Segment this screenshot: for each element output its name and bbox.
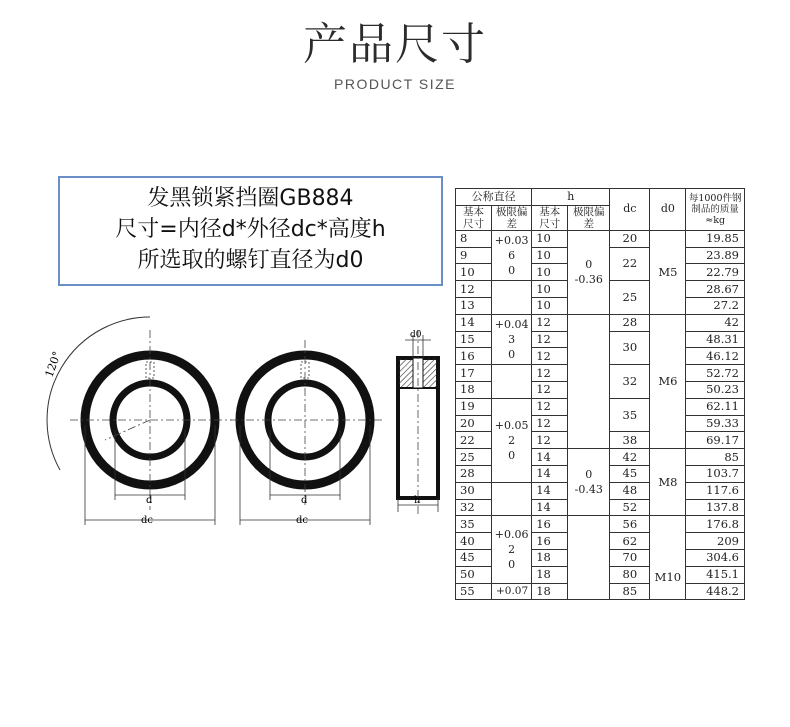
table-row [456,314,745,331]
cell-dc: 56 [610,516,650,533]
info-line-3: 所选取的螺钉直径为d0 [137,248,364,273]
cell-d: 16 [456,348,492,365]
cell-h: 10 [532,230,568,247]
d-label-2: d [301,495,308,506]
cell-d0: M6 [650,314,686,448]
table-row [456,516,745,533]
cell-d-tolerance: +0.07 [491,583,531,600]
header-nominal-diameter: 公称直径 [456,189,532,206]
cell-weight: 209 [686,533,745,550]
cell-d: 18 [456,381,492,398]
cell-d: 14 [456,314,492,331]
cell-h: 12 [532,348,568,365]
cell-d: 32 [456,499,492,516]
cell-h: 18 [532,583,568,600]
cell-h: 14 [532,465,568,482]
cell-d-tolerance: +0.05 2 0 [491,398,531,482]
cell-d0: M10 [650,516,686,600]
info-line-2: 尺寸=内径d*外径dc*高度h [115,217,386,242]
cell-h: 12 [532,314,568,331]
cell-h-tolerance-blank [568,516,610,600]
cell-d: 30 [456,482,492,499]
cell-weight: 27.2 [686,297,745,314]
cell-h-tolerance: 0 -0.36 [568,230,610,314]
cell-d0: M5 [650,230,686,314]
header-basic-size: 基本尺寸 [456,205,492,230]
cell-weight: 137.8 [686,499,745,516]
cell-weight: 415.1 [686,566,745,583]
cell-dc: 32 [610,365,650,399]
cell-dc: 45 [610,465,650,482]
cell-weight: 23.89 [686,247,745,264]
cell-weight: 19.85 [686,230,745,247]
cell-d: 9 [456,247,492,264]
h-label: h [414,495,421,506]
cell-dc: 52 [610,499,650,516]
cell-weight: 22.79 [686,264,745,281]
cell-d: 20 [456,415,492,432]
cell-weight: 448.2 [686,583,745,600]
cell-d: 55 [456,583,492,600]
cell-h: 10 [532,297,568,314]
cell-d-tolerance: +0.06 2 0 [491,516,531,583]
cell-d: 17 [456,365,492,382]
cell-d-tolerance-blank [491,281,531,315]
cell-d0: M8 [650,449,686,516]
cell-d: 50 [456,566,492,583]
cell-weight: 42 [686,314,745,331]
cell-dc: 30 [610,331,650,365]
cell-h: 10 [532,281,568,298]
cell-dc: 20 [610,230,650,247]
header-h: h [532,189,610,206]
cell-dc: 70 [610,549,650,566]
cell-weight: 69.17 [686,432,745,449]
d-label: d [146,495,153,506]
cell-weight: 176.8 [686,516,745,533]
size-table-container [455,188,745,600]
cell-d-tolerance: +0.03 6 0 [491,230,531,280]
cell-h: 16 [532,533,568,550]
cell-h-tolerance: 0 -0.43 [568,449,610,516]
cell-d: 28 [456,465,492,482]
cell-dc: 25 [610,281,650,315]
ring-side-view [398,330,438,515]
cell-dc: 80 [610,566,650,583]
cell-h: 14 [532,499,568,516]
size-table [455,188,745,600]
cell-d-tolerance: +0.04 3 0 [491,314,531,364]
cell-h: 10 [532,247,568,264]
cell-dc: 62 [610,533,650,550]
cell-d: 15 [456,331,492,348]
cell-h: 14 [532,482,568,499]
page-subtitle: PRODUCT SIZE [334,76,456,92]
cell-d: 25 [456,449,492,466]
cell-weight: 85 [686,449,745,466]
cell-h: 12 [532,365,568,382]
cell-weight: 28.67 [686,281,745,298]
cell-h: 12 [532,331,568,348]
cell-dc: 22 [610,247,650,281]
ring-front-view-left [43,317,232,526]
cell-weight: 50.23 [686,381,745,398]
cell-h: 14 [532,449,568,466]
cell-d: 22 [456,432,492,449]
cell-h: 12 [532,415,568,432]
table-row [456,230,745,247]
header-dc: dc [610,189,650,231]
header-d0: d0 [650,189,686,231]
product-info-box [58,176,443,286]
header-limit-deviation: 极限偏差 [491,205,531,230]
ring-front-view-right [230,340,385,526]
cell-dc: 85 [610,583,650,600]
cell-weight: 62.11 [686,398,745,415]
header-weight: 每1000件钢制品的质量 ≈kg [686,189,745,231]
cell-weight: 304.6 [686,549,745,566]
info-line-1: 发黑锁紧挡圈GB884 [147,186,354,211]
cell-d: 8 [456,230,492,247]
cell-weight: 46.12 [686,348,745,365]
dc-label-2: dc [296,515,309,526]
cell-h: 18 [532,549,568,566]
header-h-basic-size: 基本尺寸 [532,205,568,230]
cell-h: 12 [532,398,568,415]
cell-d: 35 [456,516,492,533]
angle-label: 120° [42,349,64,380]
cell-d-tolerance-blank [491,365,531,399]
cell-dc: 38 [610,432,650,449]
cell-d: 10 [456,264,492,281]
d0-label: d0 [410,330,422,340]
cell-weight: 103.7 [686,465,745,482]
cell-h: 12 [532,381,568,398]
cell-weight: 117.6 [686,482,745,499]
cell-dc: 42 [610,449,650,466]
cell-d: 19 [456,398,492,415]
cell-weight: 48.31 [686,331,745,348]
cell-h: 10 [532,264,568,281]
header-h-limit-deviation: 极限偏差 [568,205,610,230]
page-title: 产品尺寸 [303,19,487,70]
cell-h: 16 [532,516,568,533]
cell-h: 12 [532,432,568,449]
cell-weight: 52.72 [686,365,745,382]
cell-h-tolerance-blank [568,314,610,448]
cell-d-tolerance-blank [491,482,531,516]
technical-drawing [0,290,455,540]
cell-d: 40 [456,533,492,550]
cell-dc: 48 [610,482,650,499]
cell-dc: 35 [610,398,650,432]
cell-d: 13 [456,297,492,314]
cell-d: 45 [456,549,492,566]
cell-dc: 28 [610,314,650,331]
cell-weight: 59.33 [686,415,745,432]
cell-h: 18 [532,566,568,583]
dc-label: dc [141,515,154,526]
cell-d: 12 [456,281,492,298]
